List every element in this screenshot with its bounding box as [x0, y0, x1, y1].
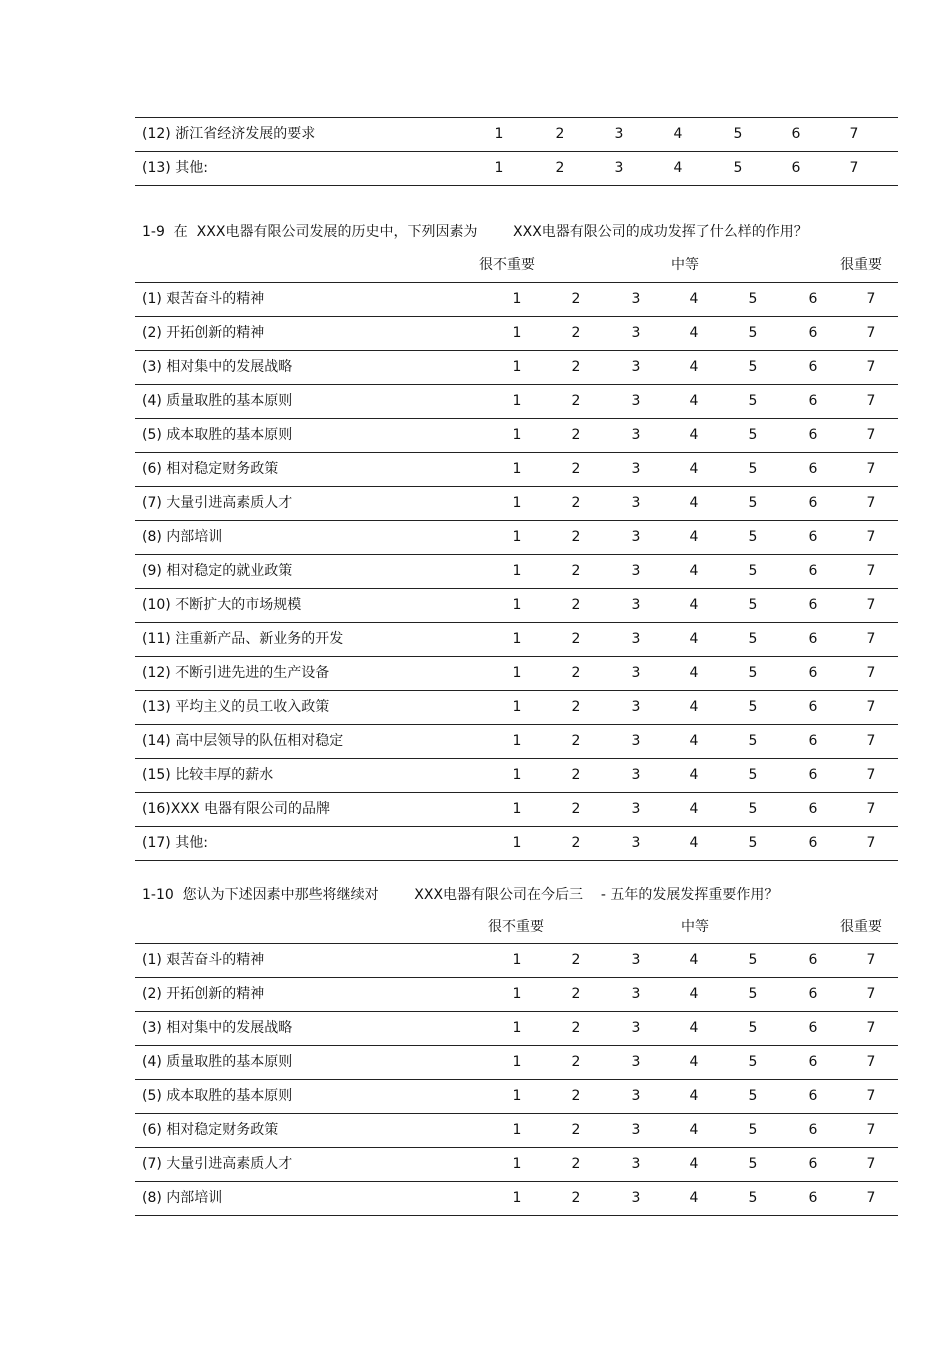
table-row	[135, 317, 898, 351]
rating-option[interactable]: 3	[631, 835, 641, 851]
q19-scale-high-label: 很重要	[840, 257, 882, 273]
rating-option[interactable]: 2	[571, 427, 581, 443]
rating-option[interactable]: 7	[866, 427, 876, 443]
rating-option[interactable]: 6	[808, 952, 818, 968]
table-row	[135, 453, 898, 487]
rating-option[interactable]: 1	[512, 495, 522, 511]
row-label: (1) 艰苦奋斗的精神	[142, 291, 265, 307]
rating-option[interactable]: 3	[631, 1088, 641, 1104]
row-label: (1) 艰苦奋斗的精神	[142, 952, 265, 968]
rating-option[interactable]: 1	[512, 1156, 522, 1172]
rating-option[interactable]: 5	[748, 631, 758, 647]
rating-option[interactable]: 2	[571, 733, 581, 749]
rating-option[interactable]: 6	[808, 563, 818, 579]
rating-option[interactable]: 1	[512, 461, 522, 477]
row-label: (5) 成本取胜的基本原则	[142, 427, 293, 443]
rating-option[interactable]: 6	[808, 495, 818, 511]
rating-option[interactable]: 3	[631, 801, 641, 817]
rating-table-q110	[135, 943, 898, 1216]
rating-option[interactable]: 5	[748, 767, 758, 783]
rating-table-q19	[135, 282, 898, 861]
rating-option[interactable]: 2	[571, 1054, 581, 1070]
rating-option[interactable]: 1	[512, 325, 522, 341]
rating-option[interactable]: 7	[866, 291, 876, 307]
row-label: (17) 其他:	[142, 835, 208, 851]
rating-option[interactable]: 7	[849, 160, 859, 176]
row-label: (16)XXX 电器有限公司的品牌	[142, 801, 330, 817]
table-row	[135, 521, 898, 555]
rating-option[interactable]: 5	[748, 597, 758, 613]
rating-option[interactable]: 2	[571, 291, 581, 307]
rating-option[interactable]: 5	[748, 1190, 758, 1206]
rating-option[interactable]: 3	[631, 767, 641, 783]
rating-option[interactable]: 4	[689, 529, 699, 545]
table-row	[135, 1148, 898, 1182]
rating-option[interactable]: 4	[689, 359, 699, 375]
rating-option[interactable]: 7	[849, 126, 859, 142]
rating-option[interactable]: 5	[748, 733, 758, 749]
rating-option[interactable]: 3	[631, 665, 641, 681]
rating-option[interactable]: 5	[748, 835, 758, 851]
rating-option[interactable]: 4	[689, 733, 699, 749]
rating-option[interactable]: 4	[689, 1088, 699, 1104]
row-label: (6) 相对稳定财务政策	[142, 461, 279, 477]
row-label: (5) 成本取胜的基本原则	[142, 1088, 293, 1104]
rating-option[interactable]: 5	[748, 1156, 758, 1172]
rating-option[interactable]: 1	[512, 597, 522, 613]
row-label: (14) 高中层领导的队伍相对稳定	[142, 733, 344, 749]
rating-option[interactable]: 6	[808, 1054, 818, 1070]
rating-option[interactable]: 2	[571, 1190, 581, 1206]
rating-option[interactable]: 3	[631, 733, 641, 749]
rating-option[interactable]: 1	[512, 291, 522, 307]
rating-option[interactable]: 3	[631, 597, 641, 613]
rating-option[interactable]: 3	[631, 529, 641, 545]
rating-option[interactable]: 5	[748, 952, 758, 968]
row-label: (8) 内部培训	[142, 1190, 223, 1206]
rating-option[interactable]: 5	[748, 665, 758, 681]
rating-option[interactable]: 7	[866, 835, 876, 851]
rating-option[interactable]: 1	[512, 952, 522, 968]
rating-option[interactable]: 2	[571, 952, 581, 968]
rating-option[interactable]: 4	[689, 461, 699, 477]
rating-option[interactable]: 5	[733, 126, 743, 142]
rating-option[interactable]: 1	[512, 1122, 522, 1138]
rating-option[interactable]: 5	[733, 160, 743, 176]
rating-option[interactable]: 4	[689, 801, 699, 817]
rating-option[interactable]: 2	[571, 665, 581, 681]
rating-option[interactable]: 2	[571, 529, 581, 545]
rating-option[interactable]: 6	[808, 1122, 818, 1138]
q110-scale-low-label: 很不重要	[488, 919, 544, 935]
row-label: (12) 浙江省经济发展的要求	[142, 126, 316, 142]
rating-option[interactable]: 1	[494, 126, 504, 142]
rating-option[interactable]: 3	[631, 952, 641, 968]
rating-option[interactable]: 1	[512, 665, 522, 681]
rating-option[interactable]: 3	[631, 1054, 641, 1070]
rating-option[interactable]: 4	[689, 291, 699, 307]
table-row	[135, 152, 898, 186]
rating-option[interactable]: 1	[512, 393, 522, 409]
rating-option[interactable]: 4	[689, 495, 699, 511]
rating-option[interactable]: 1	[512, 733, 522, 749]
rating-option[interactable]: 7	[866, 733, 876, 749]
table-row	[135, 623, 898, 657]
rating-option[interactable]: 3	[631, 291, 641, 307]
rating-option[interactable]: 6	[808, 733, 818, 749]
rating-option[interactable]: 4	[689, 1190, 699, 1206]
rating-option[interactable]: 6	[808, 767, 818, 783]
rating-option[interactable]: 7	[866, 1020, 876, 1036]
rating-option[interactable]: 2	[571, 631, 581, 647]
rating-option[interactable]: 4	[689, 563, 699, 579]
table-row	[135, 691, 898, 725]
question-1-9-text: 1-9 在 XXX电器有限公司发展的历史中，下列因素为 XXX电器有限公司的成功发挥了什么样的作用？	[142, 224, 808, 240]
row-label: (3) 相对集中的发展战略	[142, 359, 293, 375]
row-label: (4) 质量取胜的基本原则	[142, 393, 293, 409]
row-label: (3) 相对集中的发展战略	[142, 1020, 293, 1036]
table-row	[135, 1182, 898, 1216]
rating-option[interactable]: 4	[689, 767, 699, 783]
rating-option[interactable]: 2	[571, 495, 581, 511]
rating-table-continued	[135, 117, 898, 186]
rating-option[interactable]: 5	[748, 986, 758, 1002]
rating-option[interactable]: 4	[689, 1054, 699, 1070]
question-1-10-text: 1-10 您认为下述因素中那些将继续对 XXX电器有限公司在今后三 - 五年的发展发挥重要作用？	[142, 887, 779, 903]
rating-option[interactable]: 1	[512, 835, 522, 851]
rating-option[interactable]: 5	[748, 1054, 758, 1070]
rating-option[interactable]: 2	[571, 325, 581, 341]
rating-option[interactable]: 4	[689, 597, 699, 613]
rating-option[interactable]: 3	[631, 1190, 641, 1206]
rating-option[interactable]: 7	[866, 393, 876, 409]
rating-option[interactable]: 4	[689, 986, 699, 1002]
rating-option[interactable]: 4	[689, 631, 699, 647]
rating-option[interactable]: 1	[512, 767, 522, 783]
rating-option[interactable]: 7	[866, 529, 876, 545]
row-label: (2) 开拓创新的精神	[142, 325, 265, 341]
rating-option[interactable]: 3	[631, 461, 641, 477]
table-row	[135, 487, 898, 521]
table-row	[135, 759, 898, 793]
rating-option[interactable]: 6	[808, 986, 818, 1002]
rating-option[interactable]: 4	[689, 325, 699, 341]
q110-scale-mid-label: 中等	[681, 919, 709, 935]
rating-option[interactable]: 6	[791, 126, 801, 142]
rating-option[interactable]: 6	[808, 801, 818, 817]
rating-option[interactable]: 6	[808, 325, 818, 341]
rating-option[interactable]: 7	[866, 1122, 876, 1138]
rating-option[interactable]: 1	[512, 801, 522, 817]
rating-option[interactable]: 3	[631, 427, 641, 443]
rating-option[interactable]: 4	[673, 126, 683, 142]
row-label: (7) 大量引进高素质人才	[142, 1156, 293, 1172]
rating-option[interactable]: 4	[689, 1156, 699, 1172]
rating-option[interactable]: 1	[512, 631, 522, 647]
q19-scale-low-label: 很不重要	[479, 257, 535, 273]
rating-option[interactable]: 5	[748, 529, 758, 545]
rating-option[interactable]: 1	[512, 427, 522, 443]
rating-option[interactable]: 3	[631, 1156, 641, 1172]
table-row	[135, 351, 898, 385]
rating-option[interactable]: 2	[571, 1088, 581, 1104]
rating-option[interactable]: 4	[689, 835, 699, 851]
rating-option[interactable]: 3	[631, 495, 641, 511]
rating-option[interactable]: 2	[571, 1156, 581, 1172]
rating-option[interactable]: 1	[512, 986, 522, 1002]
rating-option[interactable]: 2	[555, 126, 565, 142]
rating-option[interactable]: 5	[748, 427, 758, 443]
rating-option[interactable]: 7	[866, 1088, 876, 1104]
rating-option[interactable]: 5	[748, 291, 758, 307]
table-row	[135, 978, 898, 1012]
rating-option[interactable]: 6	[808, 1020, 818, 1036]
table-row	[135, 419, 898, 453]
rating-option[interactable]: 2	[571, 1020, 581, 1036]
rating-option[interactable]: 3	[631, 699, 641, 715]
rating-option[interactable]: 5	[748, 359, 758, 375]
rating-option[interactable]: 3	[631, 986, 641, 1002]
rating-option[interactable]: 7	[866, 1190, 876, 1206]
rating-option[interactable]: 6	[808, 359, 818, 375]
rating-option[interactable]: 2	[571, 986, 581, 1002]
rating-option[interactable]: 2	[555, 160, 565, 176]
row-label: (13) 平均主义的员工收入政策	[142, 699, 330, 715]
table-row	[135, 1114, 898, 1148]
rating-option[interactable]: 1	[512, 1054, 522, 1070]
rating-option[interactable]: 5	[748, 495, 758, 511]
rating-option[interactable]: 6	[808, 665, 818, 681]
rating-option[interactable]: 1	[512, 1020, 522, 1036]
rating-option[interactable]: 5	[748, 325, 758, 341]
rating-option[interactable]: 6	[808, 699, 818, 715]
table-row	[135, 283, 898, 317]
rating-option[interactable]: 7	[866, 563, 876, 579]
table-row	[135, 657, 898, 691]
rating-option[interactable]: 7	[866, 631, 876, 647]
rating-option[interactable]: 3	[631, 1122, 641, 1138]
rating-option[interactable]: 4	[689, 1122, 699, 1138]
rating-option[interactable]: 7	[866, 1156, 876, 1172]
rating-option[interactable]: 2	[571, 563, 581, 579]
rating-option[interactable]: 7	[866, 359, 876, 375]
rating-option[interactable]: 2	[571, 767, 581, 783]
rating-option[interactable]: 7	[866, 325, 876, 341]
rating-option[interactable]: 4	[689, 427, 699, 443]
table-row	[135, 1046, 898, 1080]
rating-option[interactable]: 7	[866, 699, 876, 715]
rating-option[interactable]: 2	[571, 597, 581, 613]
rating-option[interactable]: 3	[631, 631, 641, 647]
rating-option[interactable]: 3	[614, 126, 624, 142]
table-row	[135, 725, 898, 759]
table-row	[135, 1080, 898, 1114]
rating-option[interactable]: 4	[673, 160, 683, 176]
q19-scale-mid-label: 中等	[671, 257, 699, 273]
rating-option[interactable]: 5	[748, 1088, 758, 1104]
rating-option[interactable]: 7	[866, 952, 876, 968]
rating-option[interactable]: 3	[631, 563, 641, 579]
rating-option[interactable]: 2	[571, 393, 581, 409]
rating-option[interactable]: 2	[571, 461, 581, 477]
rating-option[interactable]: 6	[808, 597, 818, 613]
rating-option[interactable]: 6	[808, 835, 818, 851]
rating-option[interactable]: 1	[512, 563, 522, 579]
table-row	[135, 793, 898, 827]
rating-option[interactable]: 1	[512, 529, 522, 545]
rating-option[interactable]: 6	[808, 529, 818, 545]
table-row	[135, 555, 898, 589]
table-row	[135, 589, 898, 623]
rating-option[interactable]: 2	[571, 1122, 581, 1138]
row-label: (8) 内部培训	[142, 529, 223, 545]
rating-option[interactable]: 6	[808, 1156, 818, 1172]
rating-option[interactable]: 3	[631, 359, 641, 375]
rating-option[interactable]: 7	[866, 1054, 876, 1070]
rating-option[interactable]: 6	[808, 427, 818, 443]
rating-option[interactable]: 7	[866, 461, 876, 477]
row-label: (6) 相对稳定财务政策	[142, 1122, 279, 1138]
rating-option[interactable]: 4	[689, 699, 699, 715]
rating-option[interactable]: 7	[866, 495, 876, 511]
rating-option[interactable]: 5	[748, 461, 758, 477]
row-label: (13) 其他:	[142, 160, 208, 176]
rating-option[interactable]: 6	[791, 160, 801, 176]
rating-option[interactable]: 3	[631, 325, 641, 341]
rating-option[interactable]: 7	[866, 767, 876, 783]
rating-option[interactable]: 3	[631, 1020, 641, 1036]
rating-option[interactable]: 5	[748, 1020, 758, 1036]
rating-option[interactable]: 6	[808, 461, 818, 477]
rating-option[interactable]: 1	[512, 359, 522, 375]
rating-option[interactable]: 3	[614, 160, 624, 176]
rating-option[interactable]: 7	[866, 665, 876, 681]
rating-option[interactable]: 1	[512, 1088, 522, 1104]
rating-option[interactable]: 7	[866, 986, 876, 1002]
rating-option[interactable]: 6	[808, 291, 818, 307]
row-label: (11) 注重新产品、新业务的开发	[142, 631, 344, 647]
rating-option[interactable]: 5	[748, 801, 758, 817]
rating-option[interactable]: 7	[866, 801, 876, 817]
row-label: (12) 不断引进先进的生产设备	[142, 665, 330, 681]
table-row	[135, 1012, 898, 1046]
rating-option[interactable]: 1	[494, 160, 504, 176]
rating-option[interactable]: 6	[808, 393, 818, 409]
rating-option[interactable]: 5	[748, 1122, 758, 1138]
rating-option[interactable]: 3	[631, 393, 641, 409]
row-label: (2) 开拓创新的精神	[142, 986, 265, 1002]
row-label: (4) 质量取胜的基本原则	[142, 1054, 293, 1070]
rating-option[interactable]: 7	[866, 597, 876, 613]
rating-option[interactable]: 5	[748, 699, 758, 715]
rating-option[interactable]: 1	[512, 1190, 522, 1206]
rating-option[interactable]: 4	[689, 665, 699, 681]
q110-scale-high-label: 很重要	[840, 919, 882, 935]
rating-option[interactable]: 6	[808, 631, 818, 647]
rating-option[interactable]: 2	[571, 835, 581, 851]
rating-option[interactable]: 2	[571, 359, 581, 375]
rating-option[interactable]: 5	[748, 563, 758, 579]
rating-option[interactable]: 4	[689, 952, 699, 968]
rating-option[interactable]: 6	[808, 1190, 818, 1206]
rating-option[interactable]: 5	[748, 393, 758, 409]
rating-option[interactable]: 4	[689, 393, 699, 409]
rating-option[interactable]: 2	[571, 801, 581, 817]
table-row	[135, 827, 898, 861]
rating-option[interactable]: 6	[808, 1088, 818, 1104]
row-label: (7) 大量引进高素质人才	[142, 495, 293, 511]
table-row	[135, 944, 898, 978]
rating-option[interactable]: 2	[571, 699, 581, 715]
table-row	[135, 385, 898, 419]
row-label: (15) 比较丰厚的薪水	[142, 767, 274, 783]
table-row	[135, 118, 898, 152]
row-label: (10) 不断扩大的市场规模	[142, 597, 302, 613]
rating-option[interactable]: 1	[512, 699, 522, 715]
rating-option[interactable]: 4	[689, 1020, 699, 1036]
row-label: (9) 相对稳定的就业政策	[142, 563, 293, 579]
